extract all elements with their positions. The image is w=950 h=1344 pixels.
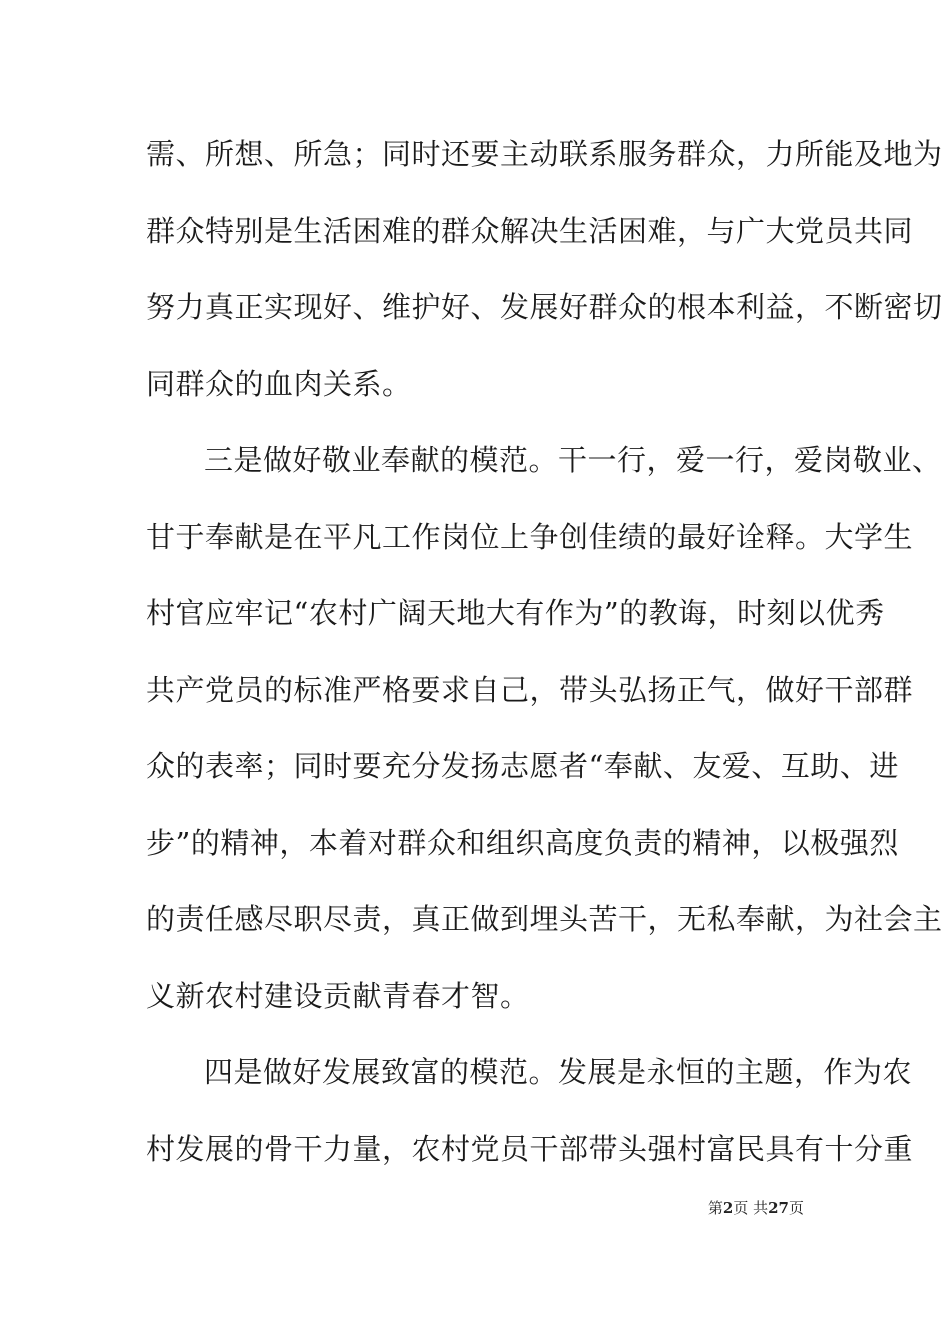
body-text	[146, 128, 943, 1199]
text-line: 的责任感尽职尽责，真正做到埋头苦干，无私奉献，为社会主	[146, 902, 943, 936]
footer-suffix: 页	[788, 1199, 804, 1217]
text-line: 群众特别是生活困难的群众解决生活困难，与广大党员共同	[146, 213, 914, 248]
text-line: 同群众的血肉关系。	[146, 366, 412, 401]
footer-prefix: 第	[707, 1199, 723, 1217]
text-line: 村官应牢记“农村广阔天地大有作为”的教诲，时刻以优秀	[146, 596, 885, 630]
footer-middle: 页 共	[733, 1199, 769, 1217]
total-pages-number: 27	[768, 1199, 789, 1217]
paragraph-start-line: 四是做好发展致富的模范。发展是永恒的主题，作为农	[204, 1055, 913, 1089]
text-line: 甘于奉献是在平凡工作岗位上争创佳绩的最好诠释。大学生	[146, 519, 914, 554]
text-line: 众的表率；同时要充分发扬志愿者“奉献、友爱、互助、进	[146, 749, 899, 783]
page-number-footer	[708, 1198, 804, 1218]
text-line: 共产党员的标准严格要求自己，带头弘扬正气，做好干部群	[146, 672, 914, 707]
text-line: 村发展的骨干力量，农村党员干部带头强村富民具有十分重	[146, 1131, 914, 1166]
text-line: 需、所想、所急；同时还要主动联系服务群众，力所能及地为	[146, 137, 943, 171]
text-line: 义新农村建设贡献青春才智。	[146, 978, 530, 1013]
text-line: 努力真正实现好、维护好、发展好群众的根本利益，不断密切	[146, 290, 943, 324]
paragraph-start-line: 三是做好敬业奉献的模范。干一行，爱一行，爱岗敬业、	[204, 443, 942, 477]
current-page-number: 2	[722, 1199, 734, 1217]
text-line: 步”的精神，本着对群众和组织高度负责的精神，以极强烈	[146, 825, 899, 860]
